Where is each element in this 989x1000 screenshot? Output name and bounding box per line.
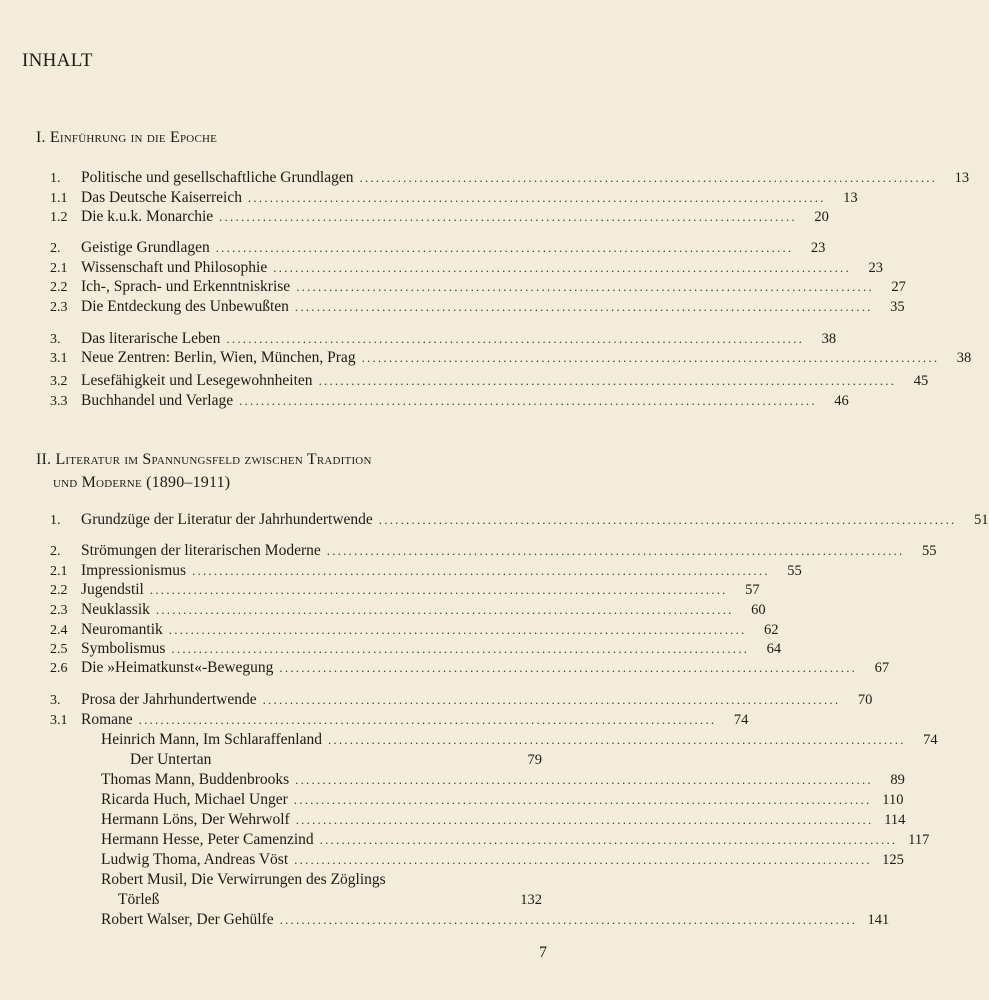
entry-page: 55 (921, 543, 937, 559)
entry-number: 3.1 (50, 713, 68, 728)
entry-title: Jugendstil (81, 581, 144, 598)
entry-title: Wissenschaft und Philosophie (81, 259, 268, 276)
entry-title: Prosa der Jahrhundertwende (81, 691, 257, 708)
toc-entry (50, 658, 890, 678)
entry-page: 38 (956, 350, 972, 366)
toc-entry (50, 258, 883, 278)
leader-dots: .......................................................................................................... (359, 170, 938, 185)
toc-entry (50, 207, 829, 227)
entry-number: 3.2 (50, 374, 68, 389)
entry-page: 23 (810, 240, 826, 256)
entry-page: 57 (745, 582, 760, 598)
toc-entry (130, 750, 542, 770)
entry-page: 51 (974, 512, 989, 528)
entry-number: 2.3 (50, 300, 68, 315)
entry-title: Das Deutsche Kaiserreich (81, 189, 242, 206)
leader-dots: .......................................................................................................... (279, 912, 858, 927)
entry-number: 2.4 (50, 623, 68, 638)
entry-title: Romane (81, 711, 133, 728)
entry-title: Neue Zentren: Berlin, Wien, München, Prag (81, 349, 356, 366)
leader-dots: .......................................................................................................... (319, 832, 898, 847)
entry-page: 35 (890, 299, 905, 315)
toc-entry (118, 890, 542, 910)
entry-title: Hermann Löns, Der Wehrwolf (101, 811, 290, 828)
entry-page: 132 (520, 892, 542, 908)
entry-page: 117 (908, 832, 930, 848)
entry-title: Törleß (118, 891, 160, 908)
entry-page: 45 (913, 373, 929, 389)
entry-title: Buchhandel und Verlage (81, 392, 234, 409)
entry-title: Die k.u.k. Monarchie (81, 208, 214, 225)
leader-dots: .......................................................................................................... (279, 660, 858, 675)
toc-entry (50, 580, 760, 600)
section-1-title (36, 126, 217, 149)
toc-entry (101, 850, 904, 870)
entry-title: Thomas Mann, Buddenbrooks (101, 771, 290, 788)
toc-entry (50, 348, 972, 368)
leader-dots: .......................................................................................................... (294, 299, 873, 314)
entry-number: 2.1 (50, 564, 68, 579)
entry-title: Symbolismus (81, 640, 166, 657)
entry-number: 3. (50, 332, 61, 347)
entry-number: 3. (50, 693, 61, 708)
entry-title: Hermann Hesse, Peter Camenzind (101, 831, 314, 848)
toc-entry (50, 371, 929, 391)
entry-number: 1.2 (50, 210, 68, 225)
toc-entry (50, 277, 906, 297)
entry-number: 1.1 (50, 191, 68, 206)
leader-dots: .......................................................................................................... (219, 209, 797, 224)
entry-number: 2. (50, 241, 61, 256)
toc-entry (50, 600, 766, 620)
entry-title: Politische und gesellschaftliche Grundlagen (81, 169, 354, 186)
toc-heading: INHALT (22, 50, 93, 71)
toc-entry (101, 770, 905, 790)
entry-number: 1. (50, 513, 61, 528)
entry-title: Impressionismus (81, 562, 187, 579)
entry-page: 13 (954, 170, 970, 186)
leader-dots: .......................................................................................................... (149, 582, 728, 597)
entry-page: 23 (868, 260, 883, 276)
entry-page: 114 (884, 812, 906, 828)
entry-page: 70 (857, 692, 873, 708)
entry-page: 79 (527, 752, 542, 768)
entry-page: 13 (843, 190, 858, 206)
entry-title: Lesefähigkeit und Lesegewohnheiten (81, 372, 313, 389)
leader-dots: .......................................................................................................... (295, 812, 874, 827)
entry-title: Das literarische Leben (81, 330, 221, 347)
leader-dots: .......................................................................................................... (326, 543, 905, 558)
entry-title: Die Entdeckung des Unbewußten (81, 298, 289, 315)
entry-title: Strömungen der literarischen Moderne (81, 542, 321, 559)
toc-entry (50, 620, 779, 640)
leader-dots: .......................................................................................................... (262, 692, 841, 707)
entry-number: 2.6 (50, 661, 68, 676)
entry-page: 74 (923, 732, 938, 748)
section-2-title-line1: II. Literatur im Spannungsfeld zwischen Tradition (36, 451, 372, 468)
entry-number: 2.3 (50, 603, 68, 618)
toc-entry (50, 541, 937, 561)
entry-page: 62 (764, 622, 779, 638)
toc-entry (101, 790, 904, 810)
leader-dots: .......................................................................................................... (171, 641, 750, 656)
toc-entry (50, 391, 849, 411)
entry-page: 64 (766, 641, 782, 657)
entry-page: 60 (751, 602, 766, 618)
leader-dots: .......................................................................................................... (378, 512, 957, 527)
entry-page: 20 (814, 209, 829, 225)
leader-dots: .......................................................................................................... (138, 712, 717, 727)
section-2-title (36, 448, 372, 494)
toc-entry (50, 690, 873, 710)
toc-entry (101, 730, 938, 750)
toc-entry (50, 238, 826, 258)
toc-entry (50, 329, 837, 349)
entry-title: Robert Walser, Der Gehülfe (101, 911, 274, 928)
toc-entry (50, 168, 970, 188)
leader-dots: .......................................................................................................... (226, 331, 805, 346)
entry-title: Robert Musil, Die Verwirrungen des Zöglings (101, 871, 386, 888)
leader-dots: .......................................................................................................... (239, 393, 817, 408)
entry-page: 125 (882, 852, 904, 868)
toc-entry (101, 810, 906, 830)
page-number: 7 (539, 944, 547, 961)
toc-entry (50, 188, 858, 208)
toc-entry (101, 870, 542, 890)
leader-dots: .......................................................................................................... (293, 792, 872, 807)
leader-dots: .......................................................................................................... (318, 373, 897, 388)
entry-title: Neuklassik (81, 601, 150, 618)
entry-page: 110 (882, 792, 904, 808)
entry-title: Ricarda Huch, Michael Unger (101, 791, 288, 808)
entry-title: Neuromantik (81, 621, 163, 638)
entry-number: 2. (50, 544, 61, 559)
entry-page: 141 (867, 912, 890, 928)
leader-dots: .......................................................................................................... (295, 772, 873, 787)
leader-dots: .......................................................................................................... (273, 260, 851, 275)
leader-dots: .......................................................................................................... (168, 622, 747, 637)
entry-page: 55 (787, 563, 802, 579)
leader-dots: .......................................................................................................... (296, 279, 874, 294)
entry-number: 2.2 (50, 280, 68, 295)
entry-number: 2.5 (50, 642, 68, 657)
entry-page: 67 (874, 660, 890, 676)
leader-dots: .......................................................................................................... (155, 602, 734, 617)
entry-title: Der Untertan (130, 751, 212, 768)
toc-entry (50, 639, 782, 659)
leader-dots: .......................................................................................................... (192, 563, 770, 578)
entry-number: 3.1 (50, 351, 68, 366)
section-1-title-line1: I. Einführung in die Epoche (36, 129, 218, 146)
entry-title: Ich-, Sprach- und Erkenntniskrise (81, 278, 291, 295)
entry-number: 2.2 (50, 583, 68, 598)
toc-entry (101, 830, 930, 850)
entry-title: Grundzüge der Literatur der Jahrhundertwende (81, 511, 373, 528)
toc-entry (50, 561, 802, 581)
entry-title: Heinrich Mann, Im Schlaraffenland (101, 731, 322, 748)
entry-page: 38 (821, 331, 837, 347)
entry-title: Die »Heimatkunst«-Bewegung (81, 659, 274, 676)
entry-page: 27 (891, 279, 906, 295)
toc-entry (50, 710, 749, 730)
leader-dots: .......................................................................................................... (327, 732, 906, 747)
entry-page: 89 (890, 772, 905, 788)
toc-entry (101, 910, 890, 930)
leader-dots: .......................................................................................................... (215, 240, 794, 255)
toc-entry (50, 297, 905, 317)
section-2-title-line2: und Moderne (1890–1911) (53, 474, 231, 491)
entry-page: 46 (834, 393, 849, 409)
entry-number: 3.3 (50, 394, 68, 409)
entry-number: 2.1 (50, 261, 68, 276)
entry-title: Geistige Grundlagen (81, 239, 210, 256)
leader-dots: .......................................................................................................... (361, 350, 940, 365)
leader-dots: .......................................................................................................... (247, 190, 826, 205)
leader-dots: .......................................................................................................... (294, 852, 872, 867)
entry-page: 74 (733, 712, 749, 728)
toc-entry (50, 510, 989, 530)
entry-title: Ludwig Thoma, Andreas Vöst (101, 851, 289, 868)
entry-number: 1. (50, 171, 61, 186)
